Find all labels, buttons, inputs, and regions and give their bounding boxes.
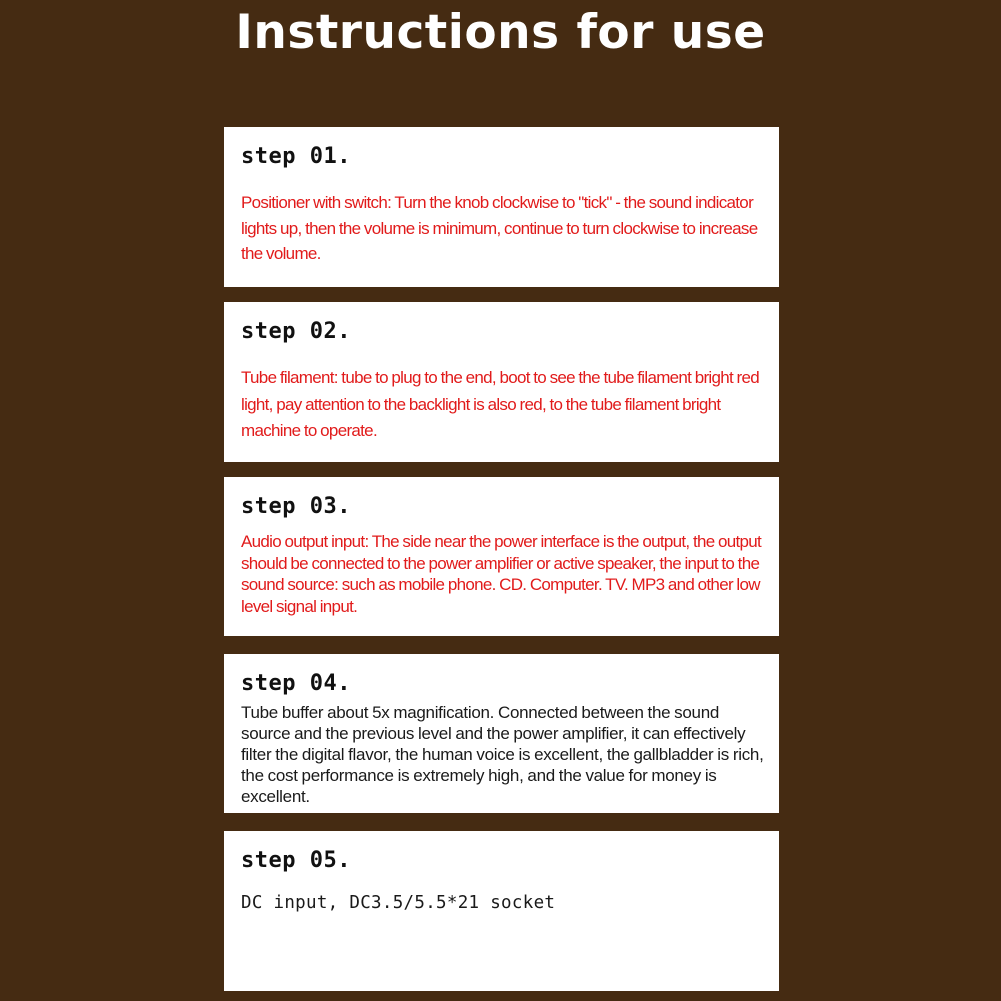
step-title: step 04. [241,671,351,696]
step-description: Audio output input: The side near the power interface is the output, the output should be connected to the power amplifier or active speaker, the input to the sound source: such as mobile phone. CD. Computer. TV. MP3 and other low level signal input. [241,532,762,616]
page-title: Instructions for use [235,5,766,60]
step-description: Tube filament: tube to plug to the end, boot to see the tube filament bright red light, pay attention to the backlight is also red, to the tube filament bright machine to operate. [241,368,760,440]
step-card-04 [224,654,779,813]
step-title: step 03. [241,494,351,519]
step-card-03 [224,477,779,636]
step-description: DC input, DC3.5/5.5*21 socket [241,893,556,913]
step-description: Positioner with switch: Turn the knob clockwise to "tick" - the sound indicator lights up, then the volume is minimum, continue to turn clockwise to increase the volume. [241,193,758,263]
step-title: step 01. [241,144,351,169]
step-card-01 [224,127,779,287]
step-description: Tube buffer about 5x magnification. Connected between the sound source and the previous level and the power amplifier, it can effectively filter the digital flavor, the human voice is excellent, the gallbladder is rich, the cost performance is extremely high, and the value for money is excellent. [241,703,764,806]
step-title: step 02. [241,319,351,344]
step-title: step 05. [241,848,351,873]
step-card-05 [224,831,779,991]
step-card-02 [224,302,779,462]
